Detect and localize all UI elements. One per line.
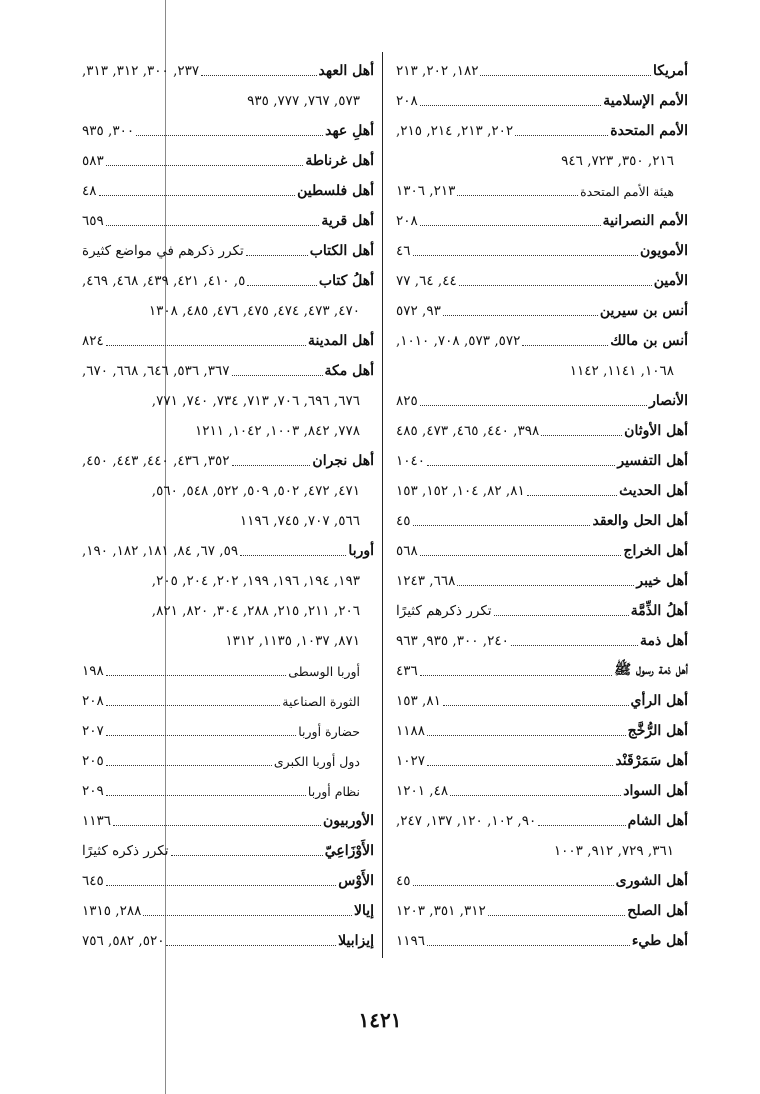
page-references: ٢٠٥ bbox=[82, 753, 104, 769]
page-references: ٤٣٦ bbox=[396, 663, 418, 679]
page-references: ١٠٤٠ bbox=[396, 453, 426, 469]
dot-leader bbox=[511, 645, 638, 646]
dot-leader bbox=[420, 225, 601, 226]
index-term: أهل سَمَرْقَنْد bbox=[615, 753, 688, 769]
index-term: أهل الشام bbox=[627, 813, 688, 829]
index-term: أهل الشورى bbox=[615, 873, 688, 889]
page-references: ٥, ٤١٠, ٤٢١, ٤٣٩, ٤٦٨, ٤٦٩, bbox=[82, 273, 246, 289]
index-entry bbox=[396, 386, 688, 416]
page-references: ١٩٨ bbox=[82, 663, 104, 679]
dot-leader bbox=[106, 765, 272, 766]
right-index-column bbox=[396, 56, 688, 956]
dot-leader bbox=[232, 375, 323, 376]
dot-leader bbox=[143, 915, 352, 916]
page-references: ٥٧٢, ٥٧٣, ٧٠٨, ١٠١٠, bbox=[396, 333, 521, 349]
dot-leader bbox=[450, 795, 621, 796]
page-references: ٢٠٢, ٢١٣, ٢١٤, ٢١٥, bbox=[396, 123, 514, 139]
index-term: أهل الصلح bbox=[627, 903, 688, 919]
index-entry bbox=[396, 566, 688, 596]
dot-leader bbox=[106, 705, 281, 706]
index-term: أهل نجران bbox=[312, 453, 374, 469]
page-references: ١٠٢٧ bbox=[396, 753, 426, 769]
index-term: أمريكا bbox=[652, 63, 688, 79]
page-references: ٢٠٨ bbox=[396, 93, 418, 109]
index-entry bbox=[82, 926, 374, 956]
dot-leader bbox=[515, 135, 608, 136]
index-entry bbox=[396, 116, 688, 146]
index-term: الأنصار bbox=[649, 393, 688, 409]
index-entry bbox=[396, 506, 688, 536]
dot-leader bbox=[480, 75, 651, 76]
page-references: ٥٨٣ bbox=[82, 153, 104, 169]
page-references: ٨٢٥ bbox=[396, 393, 418, 409]
index-entry bbox=[82, 266, 374, 296]
dot-leader bbox=[106, 795, 306, 796]
index-entry bbox=[396, 686, 688, 716]
page-references: ١١٣٦ bbox=[82, 813, 112, 829]
index-term: أهل السواد bbox=[623, 783, 688, 799]
page-references: ٨١, ١٥٣ bbox=[396, 693, 441, 709]
index-term: الأمم النصرانية bbox=[602, 213, 688, 229]
dot-leader bbox=[541, 435, 622, 436]
dot-leader bbox=[443, 315, 598, 316]
index-continuation-line: ٦٧٦, ٦٩٦, ٧٠٦, ٧١٣, ٧٣٤, ٧٤٠, ٧٧١, bbox=[151, 393, 360, 409]
index-term: حضارة أوربا bbox=[298, 723, 360, 739]
page-references: ٢٠٨ bbox=[82, 693, 104, 709]
index-subentry bbox=[82, 716, 374, 746]
page-references: ٦٤٥ bbox=[82, 873, 104, 889]
page-references: ٢٠٧ bbox=[82, 723, 104, 739]
index-subentry bbox=[82, 686, 374, 716]
index-entry bbox=[82, 176, 374, 206]
index-continuation-line: ٥٧٣, ٧٦٧, ٧٧٧, ٩٣٥ bbox=[247, 93, 360, 109]
page-references: ٢٤٠, ٣٠٠, ٩٣٥, ٩٦٣ bbox=[396, 633, 509, 649]
index-term: إيزابيلا bbox=[338, 933, 374, 949]
dot-leader bbox=[457, 585, 634, 586]
page-references: ٢٠٨ bbox=[396, 213, 418, 229]
dot-leader bbox=[459, 285, 652, 286]
index-entry bbox=[82, 866, 374, 896]
index-term: أهل ذمة رسول ﷺ bbox=[614, 662, 688, 678]
page-references: ٢٣٧, ٣٠٠, ٣١٢, ٣١٣, bbox=[82, 63, 200, 79]
index-term: أهل ذمة bbox=[640, 633, 688, 649]
dot-leader bbox=[166, 945, 336, 946]
page-references: ١١٨٨ bbox=[396, 723, 426, 739]
index-entry bbox=[396, 56, 688, 86]
dot-leader bbox=[247, 285, 317, 286]
index-term: أوربا الوسطى bbox=[288, 663, 360, 679]
page-references: ٤٥ bbox=[396, 513, 411, 529]
index-term: أنس بن سيرين bbox=[599, 303, 688, 319]
index-term: أهل الرُّخَّج bbox=[627, 723, 688, 739]
page-references: ٥٦٨ bbox=[396, 543, 418, 559]
dot-leader bbox=[106, 345, 306, 346]
index-term: الأَوْس bbox=[338, 873, 374, 889]
index-term: أهل مكة bbox=[324, 363, 374, 379]
index-term: أهل قرية bbox=[321, 213, 374, 229]
index-continuation-line: ٢١٦, ٣٥٠, ٧٢٣, ٩٤٦ bbox=[561, 153, 674, 169]
column-divider bbox=[382, 52, 383, 958]
page-references: تكرر ذكره كثيرًا bbox=[82, 843, 169, 859]
index-term: أهلُ كتاب bbox=[318, 273, 374, 289]
page-references: ٢٠٩ bbox=[82, 783, 104, 799]
dot-leader bbox=[522, 345, 608, 346]
dot-leader bbox=[488, 915, 626, 916]
dot-leader bbox=[106, 885, 337, 886]
dot-leader bbox=[171, 855, 323, 856]
page-references: تكرر ذكرهم في مواضع كثيرة bbox=[82, 243, 244, 259]
dot-leader bbox=[494, 615, 629, 616]
index-entry bbox=[396, 236, 688, 266]
index-entry bbox=[82, 836, 374, 866]
index-entry bbox=[396, 446, 688, 476]
index-term: أهل المدينة bbox=[308, 333, 374, 349]
dot-leader bbox=[420, 105, 601, 106]
index-continuation-line: ٢٠٦, ٢١١, ٢١٥, ٢٨٨, ٣٠٤, ٨٢٠, ٨٢١, bbox=[151, 603, 360, 619]
index-term: أوربا bbox=[348, 543, 374, 559]
index-subentry bbox=[82, 776, 374, 806]
index-entry bbox=[396, 626, 688, 656]
index-entry bbox=[82, 356, 374, 386]
page-references: ٩٣, ٥٧٢ bbox=[396, 303, 441, 319]
page-references: تكرر ذكرهم كثيرًا bbox=[396, 603, 492, 619]
index-entry bbox=[396, 656, 688, 686]
index-term: نظام أوربا bbox=[307, 783, 360, 799]
dot-leader bbox=[246, 255, 308, 256]
page-references: ٣١٢, ٣٥١, ١٢٠٣ bbox=[396, 903, 486, 919]
dot-leader bbox=[538, 825, 625, 826]
index-term: الثورة الصناعية bbox=[282, 693, 360, 709]
index-entry bbox=[396, 86, 688, 116]
index-term: أنس بن مالك bbox=[610, 333, 688, 349]
index-entry bbox=[396, 776, 688, 806]
page-references: ٨٢٤ bbox=[82, 333, 104, 349]
index-entry bbox=[396, 206, 688, 236]
index-term: أهل العهد bbox=[318, 63, 374, 79]
dot-leader bbox=[427, 735, 626, 736]
index-entry bbox=[396, 926, 688, 956]
dot-leader bbox=[427, 765, 613, 766]
page-references: ٤٥ bbox=[396, 873, 411, 889]
page-references: ٣٥٢, ٤٣٦, ٤٤٠, ٤٤٣, ٤٥٠, bbox=[82, 453, 230, 469]
index-entry bbox=[82, 146, 374, 176]
dot-leader bbox=[420, 555, 622, 556]
dot-leader bbox=[240, 555, 346, 556]
index-continuation-line: ٣٦١, ٧٢٩, ٩١٢, ١٠٠٣ bbox=[553, 843, 674, 859]
index-term: هيئة الأمم المتحدة bbox=[580, 183, 674, 199]
index-continuation-line: ٤٧١, ٤٧٢, ٥٠٢, ٥٠٩, ٥٢٢, ٥٤٨, ٥٦٠, bbox=[151, 483, 360, 499]
index-entry bbox=[396, 266, 688, 296]
page-number: ١٤٢١ bbox=[358, 1008, 402, 1032]
page-references: ٣٩٨, ٤٤٠, ٤٦٥, ٤٧٣, ٤٨٥ bbox=[396, 423, 540, 439]
index-continuation-line: ١٩٣, ١٩٤, ١٩٦, ١٩٩, ٢٠٢, ٢٠٤, ٢٠٥, bbox=[151, 573, 360, 589]
dot-leader bbox=[527, 495, 617, 496]
page-references: ٢١٣, ١٣٠٦ bbox=[396, 183, 456, 199]
index-term: أهل فلسطين bbox=[297, 183, 374, 199]
dot-leader bbox=[106, 735, 296, 736]
index-subentry bbox=[396, 176, 688, 206]
page-references: ٥٩, ٦٧, ٨٤, ١٨١, ١٨٢, ١٩٠, bbox=[82, 543, 239, 559]
index-continuation-line: ٧٧٨, ٨٤٢, ١٠٠٣, ١٠٤٢, ١٢١١ bbox=[195, 423, 360, 439]
index-term: الأمويون bbox=[639, 243, 688, 259]
dot-leader bbox=[99, 195, 296, 196]
dot-leader bbox=[427, 465, 615, 466]
dot-leader bbox=[457, 195, 578, 196]
index-entry bbox=[82, 56, 374, 86]
index-entry bbox=[82, 236, 374, 266]
page-references: ٩٠, ١٠٢, ١٢٠, ١٣٧, ٢٤٧, bbox=[396, 813, 537, 829]
page-references: ٥٢٠, ٥٨٢, ٧٥٦ bbox=[82, 933, 165, 949]
page-references: ٦٥٩ bbox=[82, 213, 104, 229]
index-entry bbox=[82, 536, 374, 566]
index-term: أهل الكتاب bbox=[309, 243, 374, 259]
page-references: ٦٦٨, ١٢٤٣ bbox=[396, 573, 456, 589]
page-references: ٤٤, ٦٤, ٧٧ bbox=[396, 273, 457, 289]
page-references: ١١٩٦ bbox=[396, 933, 426, 949]
index-continuation-line: ١٠٦٨, ١١٤١, ١١٤٢ bbox=[569, 363, 674, 379]
index-term: أهل الأوثان bbox=[624, 423, 688, 439]
page-references: ٤٦ bbox=[396, 243, 411, 259]
dot-leader bbox=[443, 705, 629, 706]
index-entry bbox=[396, 896, 688, 926]
index-entry bbox=[82, 896, 374, 926]
index-continuation-line: ٨٧١, ١٠٣٧, ١١٣٥, ١٣١٢ bbox=[225, 633, 360, 649]
index-continuation-line: ٤٧٠, ٤٧٣, ٤٧٤, ٤٧٥, ٤٧٦, ٤٨٥, ١٣٠٨ bbox=[148, 303, 360, 319]
index-term: الأمم الإسلامية bbox=[603, 93, 688, 109]
dot-leader bbox=[413, 885, 614, 886]
dot-leader bbox=[113, 825, 321, 826]
index-entry bbox=[396, 326, 688, 356]
index-term: أهل الحديث bbox=[619, 483, 688, 499]
dot-leader bbox=[420, 675, 612, 676]
index-entry bbox=[396, 746, 688, 776]
index-term: أهلُ الذِّمَّة bbox=[630, 603, 688, 619]
dot-leader bbox=[106, 225, 320, 226]
page-references: ٤٨, ١٢٠١ bbox=[396, 783, 449, 799]
dot-leader bbox=[413, 255, 638, 256]
page-references: ٣٠٠, ٩٣٥ bbox=[82, 123, 135, 139]
index-term: الأمم المتحدة bbox=[610, 123, 688, 139]
dot-leader bbox=[413, 525, 591, 526]
index-entry bbox=[82, 806, 374, 836]
dot-leader bbox=[136, 135, 323, 136]
index-term: الأَوْزَاعِيّ bbox=[324, 843, 374, 859]
index-entry bbox=[82, 116, 374, 146]
index-term: أهل خيبر bbox=[636, 573, 688, 589]
index-entry bbox=[396, 716, 688, 746]
index-term: الأوربيون bbox=[322, 813, 374, 829]
index-term: أهل الحل والعقد bbox=[592, 513, 688, 529]
index-subentry bbox=[82, 656, 374, 686]
dot-leader bbox=[201, 75, 316, 76]
index-entry bbox=[396, 476, 688, 506]
page-references: ٨١, ٨٢, ١٠٤, ١٥٢, ١٥٣ bbox=[396, 483, 525, 499]
index-entry bbox=[82, 206, 374, 236]
dot-leader bbox=[427, 945, 630, 946]
dot-leader bbox=[420, 405, 647, 406]
dot-leader bbox=[232, 465, 311, 466]
index-entry bbox=[396, 536, 688, 566]
index-term: الأمين bbox=[653, 273, 688, 289]
page-references: ١٨٢, ٢٠٢, ٢١٣ bbox=[396, 63, 479, 79]
index-term: أهل طيء bbox=[631, 933, 688, 949]
index-term: إيالا bbox=[353, 903, 374, 919]
left-index-column bbox=[82, 56, 374, 956]
index-entry bbox=[82, 446, 374, 476]
index-term: أهل غرناطة bbox=[305, 153, 374, 169]
dot-leader bbox=[106, 165, 304, 166]
index-term: أهلِ عهد bbox=[325, 123, 374, 139]
index-subentry bbox=[82, 746, 374, 776]
index-entry bbox=[396, 866, 688, 896]
index-entry bbox=[396, 296, 688, 326]
index-term: دول أوربا الكبرى bbox=[273, 753, 360, 769]
index-term: أهل الخراج bbox=[623, 543, 688, 559]
page-references: ٤٨ bbox=[82, 183, 97, 199]
index-entry bbox=[396, 416, 688, 446]
dot-leader bbox=[106, 675, 287, 676]
page-references: ٣٦٧, ٥٣٦, ٦٤٦, ٦٦٨, ٦٧٠, bbox=[82, 363, 230, 379]
index-continuation-line: ٥٦٦, ٧٠٧, ٧٤٥, ١١٩٦ bbox=[239, 513, 360, 529]
index-entry bbox=[396, 806, 688, 836]
index-entry bbox=[396, 596, 688, 626]
index-term: أهل الرأي bbox=[630, 693, 688, 709]
index-entry bbox=[82, 326, 374, 356]
page-references: ٢٨٨, ١٣١٥ bbox=[82, 903, 142, 919]
index-term: أهل التفسير bbox=[617, 453, 688, 469]
